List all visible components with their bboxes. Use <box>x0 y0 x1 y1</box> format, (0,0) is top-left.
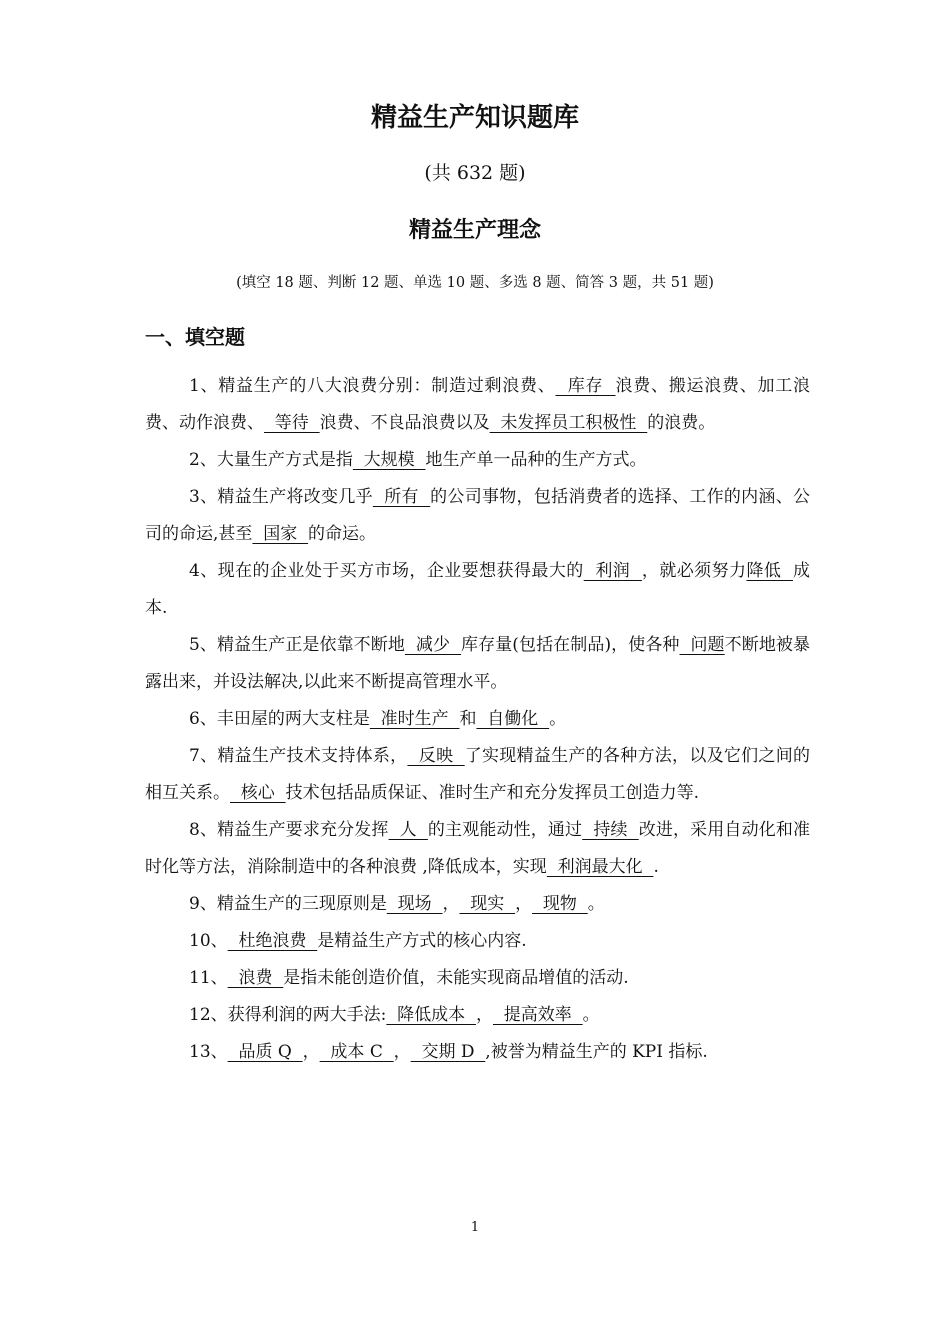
answer-blank: 浪费 <box>227 968 284 988</box>
question-text: 7、精益生产技术支持体系， <box>189 746 408 766</box>
answer-blank: 成本 C <box>319 1042 394 1062</box>
question-text: 改进，采用自动化和准时化等方法，消除制造中的各种浪费 ,降低成本，实现 <box>145 820 811 877</box>
answer-blank: 品质 Q <box>227 1042 303 1062</box>
question-text: 浪费、搬运浪费、加工浪费、动作浪费、 <box>145 376 810 433</box>
question-text: 是指未能创造价值，未能实现商品增值的活动. <box>283 968 629 988</box>
question-item <box>145 368 810 442</box>
question-text: ，就必须努力 <box>641 561 747 581</box>
question-text: 不断地被暴露出来，并设法解决,以此来不断提高管理水平。 <box>145 635 810 692</box>
question-text: 技术包括品质保证、准时生产和充分发挥员工创造力等. <box>285 783 700 803</box>
document-title: 精益生产知识题库 <box>370 103 579 133</box>
question-text: ,被誉为精益生产的 KPI 指标. <box>485 1042 708 1062</box>
answer-blank: 现物 <box>532 894 588 914</box>
answer-blank: 现场 <box>386 894 443 914</box>
question-text: 1、精益生产的八大浪费分别：制造过剩浪费、 <box>189 376 556 396</box>
question-text: 了实现精益生产的各种方法，以及它们之间的相互关系。 <box>145 746 810 803</box>
question-text: 13、 <box>189 1042 228 1062</box>
question-text: 的主观能动性，通过 <box>427 820 583 840</box>
question-item <box>145 812 810 886</box>
answer-blank: 未发挥员工积极性 <box>489 413 648 433</box>
question-text: 库存量(包括在制品)，使各种 <box>461 635 680 655</box>
question-text: ， <box>302 1042 320 1062</box>
question-text: ， <box>515 894 533 914</box>
answer-blank: 利润最大化 <box>546 857 654 877</box>
question-item <box>145 923 810 960</box>
question-text: 。 <box>582 1005 600 1025</box>
question-text: 9、精益生产的三现原则是 <box>189 894 387 914</box>
question-item <box>145 738 810 812</box>
question-text: 6、丰田屋的两大支柱是 <box>189 709 370 729</box>
question-text: 2、大量生产方式是指 <box>189 450 353 470</box>
answer-blank: 国家 <box>252 524 309 544</box>
answer-blank: 利润 <box>583 561 642 581</box>
question-text: 浪费、不良品浪费以及 <box>319 413 490 433</box>
answer-blank: 反映 <box>407 746 465 766</box>
answer-blank: 大规模 <box>352 450 426 470</box>
answer-blank: 持续 <box>582 820 639 840</box>
question-text: 的公司事物，包括消费者的选择、工作的内涵、公司的命运,甚至 <box>145 487 810 544</box>
answer-blank: 核心 <box>230 783 286 803</box>
answer-blank: 问题 <box>679 635 725 655</box>
question-text: 地生产单一品种的生产方式。 <box>425 450 647 470</box>
question-text: 的命运。 <box>308 524 377 544</box>
answer-blank: 等待 <box>264 413 320 433</box>
question-text: ， <box>393 1042 411 1062</box>
question-text: 。 <box>587 894 605 914</box>
question-item <box>145 960 810 997</box>
answer-blank: 现实 <box>459 894 516 914</box>
section-note: (填空 18 题、判断 12 题、单选 10 题、多选 8 题、简答 3 题，共 51 题) <box>236 275 714 291</box>
question-item <box>145 553 810 627</box>
answer-blank: 自働化 <box>476 709 550 729</box>
question-text: 10、 <box>189 931 228 951</box>
question-text: 3、精益生产将改变几乎 <box>189 487 373 507</box>
answer-blank: 所有 <box>372 487 431 507</box>
question-item <box>145 479 810 553</box>
question-item <box>145 627 810 701</box>
question-text: 12、获得利润的两大手法: <box>189 1005 387 1025</box>
section-title: 精益生产理念 <box>408 218 541 243</box>
question-text: ， <box>442 894 460 914</box>
question-text: 11、 <box>189 968 228 988</box>
question-item <box>145 1034 810 1071</box>
answer-blank: 杜绝浪费 <box>227 931 318 951</box>
question-text: 4、现在的企业处于买方市场，企业要想获得最大的 <box>189 561 584 581</box>
question-item <box>145 886 810 923</box>
question-item <box>145 701 810 738</box>
question-item <box>145 442 810 479</box>
answer-blank: 降低 <box>746 561 793 581</box>
question-text: . <box>653 857 659 877</box>
answer-blank: 库存 <box>555 376 616 396</box>
question-text: 。 <box>549 709 567 729</box>
question-text: ， <box>475 1005 493 1025</box>
question-text: 和 <box>459 709 477 729</box>
answer-blank: 减少 <box>404 635 462 655</box>
page-number: 1 <box>470 1220 480 1235</box>
question-text: 8、精益生产要求充分发挥 <box>189 820 389 840</box>
answer-blank: 提高效率 <box>492 1005 583 1025</box>
question-text: 是精益生产方式的核心内容. <box>317 931 527 951</box>
answer-blank: 准时生产 <box>369 709 460 729</box>
question-count: (共 632 题) <box>424 162 526 184</box>
fill-in-blank-heading: 一、填空题 <box>145 325 245 349</box>
answer-blank: 交期 D <box>410 1042 486 1062</box>
question-text: 成本. <box>145 561 810 618</box>
question-item <box>145 997 810 1034</box>
question-list <box>145 368 810 1071</box>
question-text: 的浪费。 <box>647 413 716 433</box>
question-text: 5、精益生产正是依靠不断地 <box>189 635 405 655</box>
answer-blank: 降低成本 <box>386 1005 476 1025</box>
answer-blank: 人 <box>388 820 428 840</box>
